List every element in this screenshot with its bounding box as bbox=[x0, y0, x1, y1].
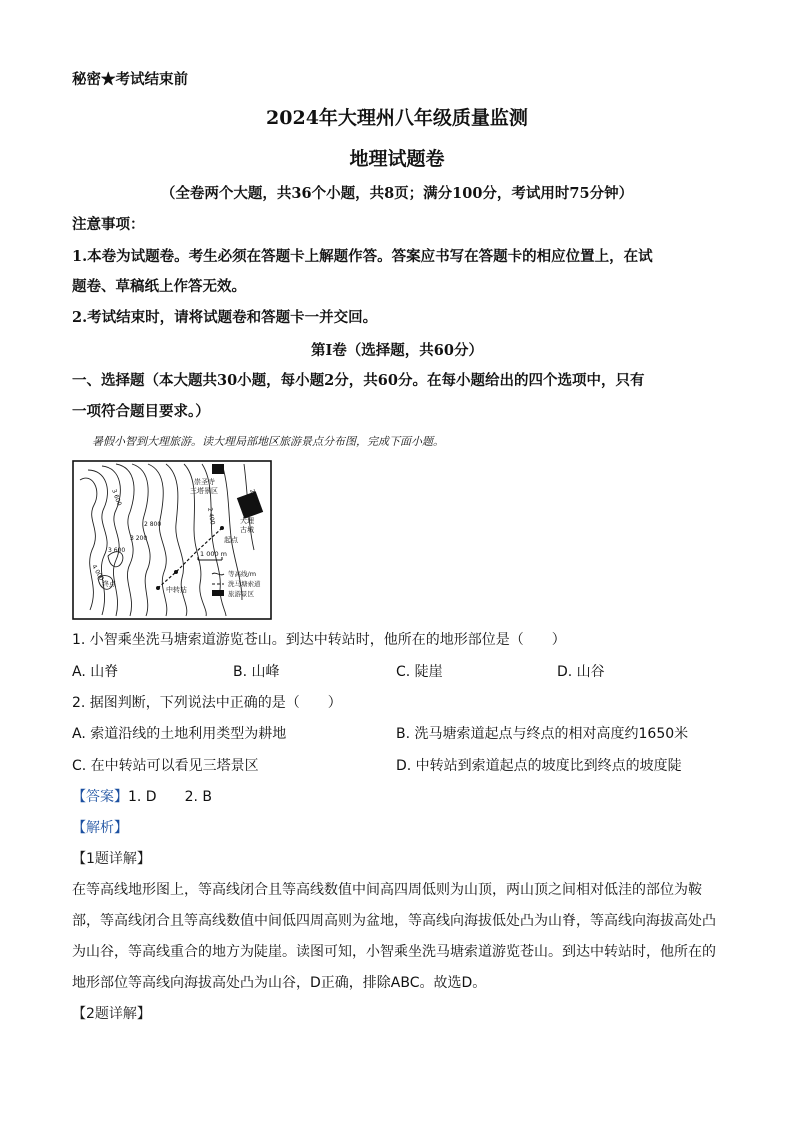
transfer-point bbox=[174, 570, 178, 574]
q1-option-d[interactable]: D. 山谷 bbox=[557, 664, 605, 680]
answer-block bbox=[72, 786, 212, 806]
notice-item-2: 2.考试结束时，请将试题卷和答题卡一并交回。 bbox=[72, 309, 378, 326]
start-point bbox=[220, 526, 224, 530]
question-intro: 暑假小智到大理旅游。读大理局部地区旅游景点分布图，完成下面小题。 bbox=[92, 435, 444, 448]
part1-instructions: 一、选择题（本大题共30小题，每小题2分，共60分。在每小题给出的四个选项中，只有 bbox=[72, 372, 645, 389]
contour-3600: 3 600 bbox=[108, 547, 126, 554]
contour-map bbox=[72, 460, 272, 620]
answer-text: 1. D 2. B bbox=[128, 789, 212, 805]
label-chongsheng: 崇圣寺 bbox=[194, 478, 215, 486]
label-zhongdian: 终点 bbox=[102, 580, 116, 588]
q1-option-b[interactable]: B. 山峰 bbox=[233, 664, 280, 680]
part1-instructions-cont: 一项符合题目要求。） bbox=[72, 403, 210, 420]
contour-2000: 2 000 bbox=[248, 488, 261, 507]
question-2-stem: 2. 据图判断，下列说法中正确的是（ ） bbox=[72, 695, 342, 711]
exam-info: （全卷两个大题，共36个小题，共8页；满分100分，考试用时75分钟） bbox=[160, 185, 634, 202]
part1-heading: 第Ⅰ卷（选择题，共60分） bbox=[311, 342, 483, 359]
detail-1-line: 地形部位等高线向海拔高处凸为山谷，D正确，排除ABC。故选D。 bbox=[72, 975, 487, 991]
santa-scenic-block bbox=[212, 464, 224, 474]
legend-scenic: 旅游景区 bbox=[228, 590, 254, 598]
q1-option-a[interactable]: A. 山脊 bbox=[72, 664, 119, 680]
label-zhongzhuan: 中转站 bbox=[166, 586, 187, 594]
q2-option-b[interactable]: B. 洗马塘索道起点与终点的相对高度约1650米 bbox=[396, 726, 689, 742]
contour-4000: 4 000 bbox=[90, 563, 105, 582]
label-qidian: 起点 bbox=[224, 536, 238, 544]
contour-2800: 2 800 bbox=[144, 521, 162, 528]
legend-cableway: 洗马塘索道 bbox=[228, 580, 261, 588]
q1-option-c[interactable]: C. 陡崖 bbox=[396, 664, 443, 680]
notice-item-1-cont: 题卷、草稿纸上作答无效。 bbox=[72, 278, 246, 295]
label-gucheng: 古城 bbox=[240, 526, 254, 534]
notice-item-1: 1.本卷为试题卷。考生必须在答题卡上解题作答。答案应书写在答题卡的相应位置上，在试 bbox=[72, 248, 653, 265]
q2-option-a[interactable]: A. 索道沿线的土地利用类型为耕地 bbox=[72, 726, 287, 742]
contour-3200: 3 200 bbox=[130, 535, 148, 542]
svg-text:1 000 m: 1 000 m bbox=[200, 550, 228, 558]
analysis-label: 【解析】 bbox=[72, 820, 128, 836]
q2-option-d[interactable]: D. 中转站到索道起点的坡度比到终点的坡度陡 bbox=[396, 758, 682, 774]
legend-contour: 等高线/m bbox=[228, 570, 257, 578]
detail-1-line: 为山谷，等高线重合的地方为陡崖。读图可知，小智乘坐洗马塘索道游览苍山。到达中转站时，他所在的 bbox=[72, 944, 716, 960]
q2-option-c[interactable]: C. 在中转站可以看见三塔景区 bbox=[72, 758, 259, 774]
contour-2400: 2 400 bbox=[206, 507, 216, 526]
question-1-stem: 1. 小智乘坐洗马塘索道游览苍山。到达中转站时，他所在的地形部位是（ ） bbox=[72, 632, 566, 648]
contour-3600-b: 3 600 bbox=[110, 488, 123, 507]
label-dali: 大理 bbox=[240, 517, 254, 525]
end-point bbox=[156, 586, 160, 590]
detail-1-line: 在等高线地形图上，等高线闭合且等高线数值中间高四周低则为山顶，两山顶之间相对低洼的部位为鞍 bbox=[72, 882, 702, 898]
notice-heading: 注意事项： bbox=[72, 216, 145, 233]
detail-1-label: 【1题详解】 bbox=[72, 851, 151, 867]
exam-subtitle: 地理试题卷 bbox=[349, 148, 445, 170]
detail-2-label: 【2题详解】 bbox=[72, 1006, 151, 1022]
answer-label: 【答案】 bbox=[72, 789, 128, 805]
exam-title: 2024年大理州八年级质量监测 bbox=[266, 107, 528, 129]
detail-1-line: 部，等高线闭合且等高线数值中间低四周高则为盆地，等高线向海拔低处凸为山脊，等高线向海拔高处凸 bbox=[72, 913, 716, 929]
label-santa: 三塔景区 bbox=[190, 487, 218, 495]
secret-label: 秘密★考试结束前 bbox=[72, 71, 188, 88]
